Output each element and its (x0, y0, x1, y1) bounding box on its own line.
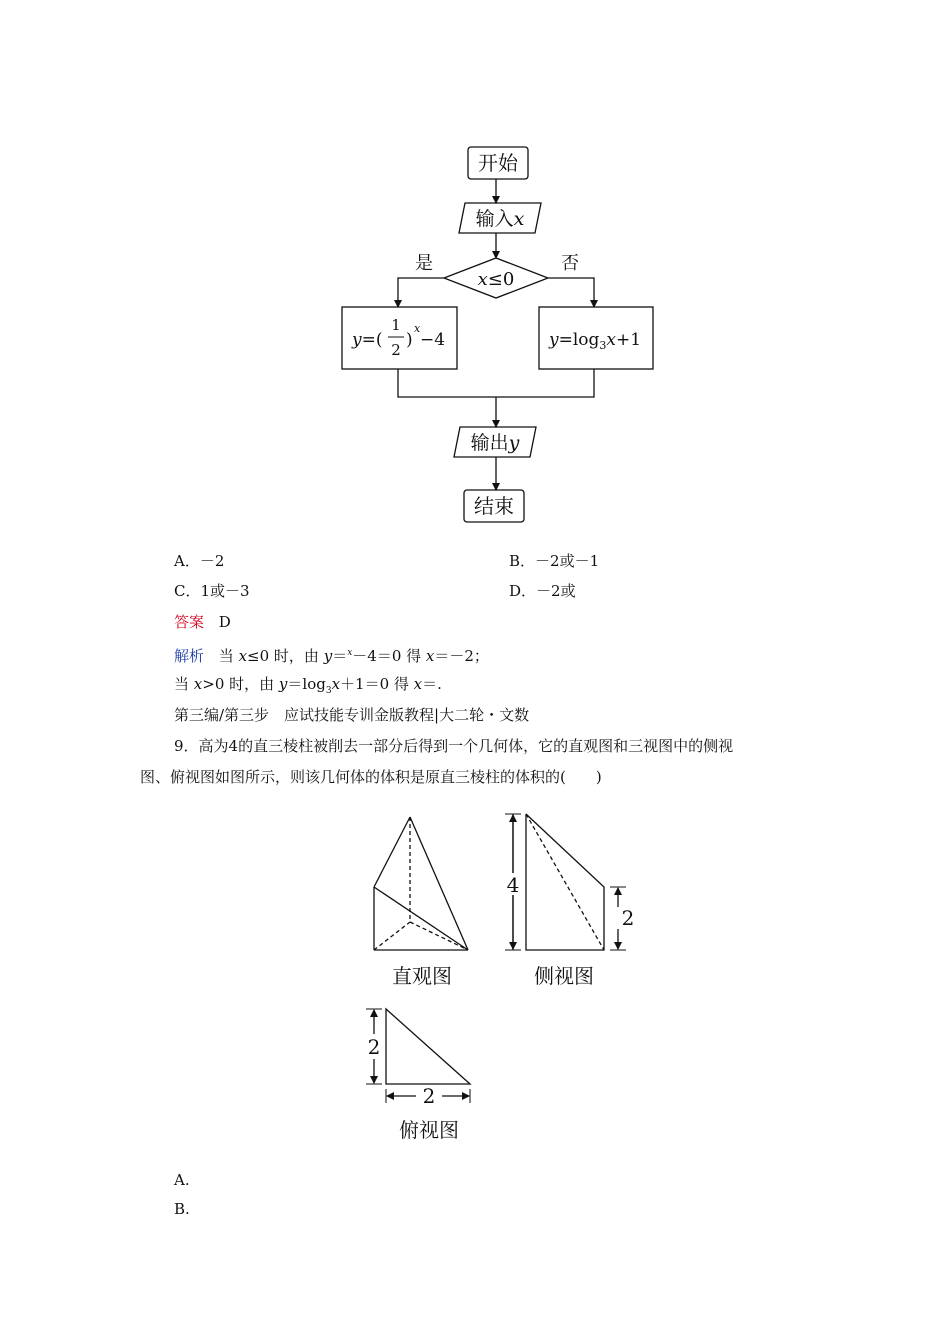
svg-text:x: x (414, 322, 421, 335)
analysis-line-2: 当 x>0 时，由 $y=\log_3x+1=0$ 得 x＝. (174, 675, 442, 696)
answer-label: 答案 (174, 613, 205, 631)
answer-line (174, 612, 231, 632)
q9-line-1: 9．高为4的直三棱柱被削去一部分后得到一个几何体，它的直观图和三视图中的侧视 (174, 737, 734, 755)
input-label: 输入x (475, 208, 525, 230)
svg-text:−4: −4 (420, 330, 446, 350)
no-label: 否 (561, 253, 579, 274)
geometry-figure (330, 797, 652, 1167)
svg-text:2: 2 (391, 341, 401, 359)
analysis-line-1: 解析 当 x≤0 时，由 y＝$^x$－4＝0 得 x＝－2； (174, 647, 489, 665)
direct-view (374, 817, 468, 950)
end-label: 结束 (474, 494, 514, 518)
option-c: C．1或－3 (174, 582, 250, 600)
option-b: B．－2或－1 (509, 552, 600, 570)
option-d: D．－2或 (509, 582, 576, 600)
svg-text:y=(: y=( (352, 330, 383, 350)
right-formula (548, 330, 641, 352)
top-view-label: 俯视图 (399, 1118, 459, 1142)
top-view (366, 1009, 470, 1103)
side-view-label: 侧视图 (534, 964, 594, 988)
q9-line-2: 图、俯视图如图所示，则该几何体的体积是原直三棱柱的体积的( ) (140, 768, 602, 786)
dim-2-top-vertical: 2 (367, 1035, 381, 1059)
yes-label: 是 (415, 253, 433, 274)
option-a: A．－2 (174, 552, 225, 570)
start-label: 开始 (478, 151, 518, 175)
q9-option-a: A. (174, 1171, 190, 1189)
direct-view-label: 直观图 (392, 964, 452, 988)
decision-label: x≤0 (477, 269, 515, 290)
q9-option-b: B. (174, 1200, 190, 1218)
answer-value: D (218, 613, 231, 631)
dim-4: 4 (506, 873, 520, 897)
dim-2-top-horizontal: 2 (422, 1084, 436, 1108)
dim-2-side: 2 (621, 906, 635, 930)
left-formula (351, 316, 445, 359)
running-header: 第三编/第三步 应试技能专训金版教程|大二轮・文数 (174, 706, 530, 724)
flowchart-figure (330, 125, 660, 545)
svg-text:y=log3x+1: $y=\log_3x+1$ (549, 330, 642, 352)
svg-text:): ) (406, 330, 413, 350)
output-label: 输出y (470, 432, 520, 454)
side-view (505, 814, 626, 950)
svg-text:1: 1 (391, 316, 401, 334)
analysis-label: 解析 (174, 647, 205, 665)
